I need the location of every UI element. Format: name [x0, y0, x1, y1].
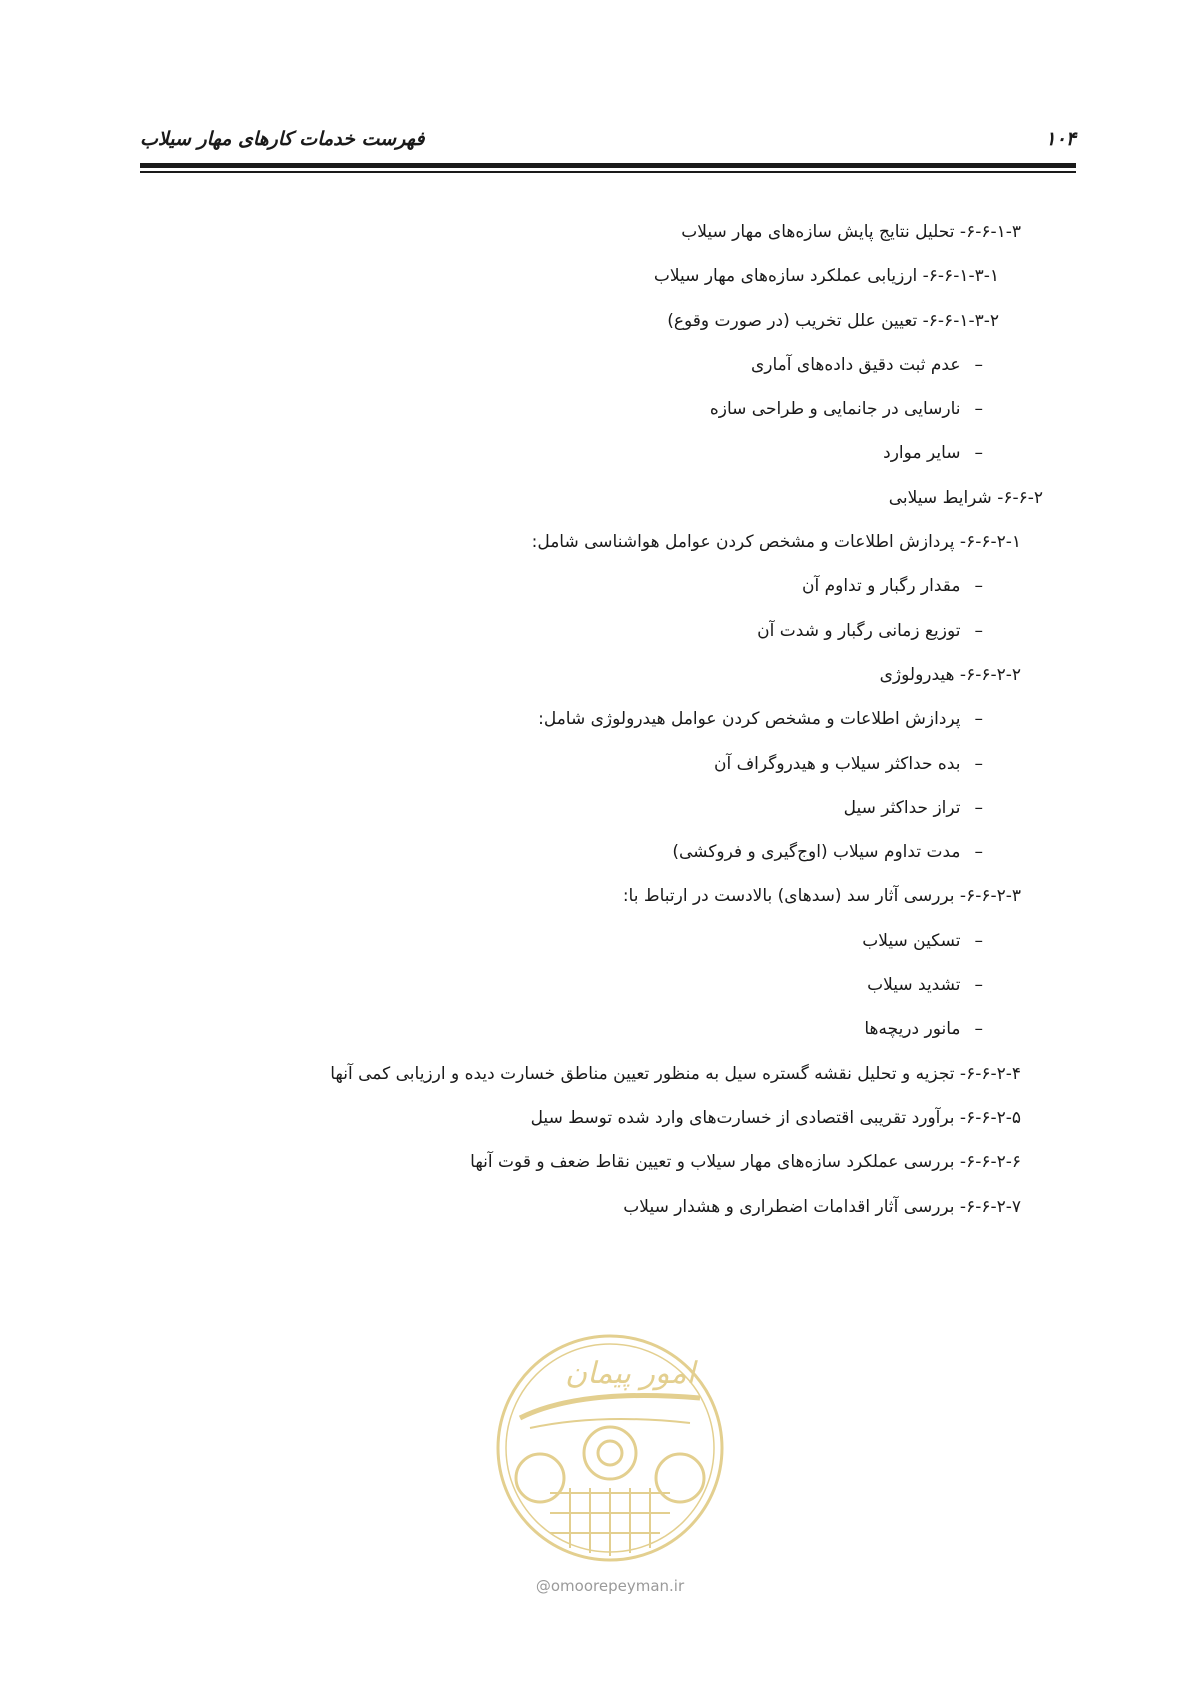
watermark-logo: [490, 1328, 730, 1568]
dash-bullet: –: [974, 399, 983, 420]
svg-text:امور پیمان: امور پیمان: [565, 1356, 695, 1391]
heading-6-6-2: ۶-۶-۲- شرایط سیلابی: [888, 487, 1043, 508]
heading-6-6-1-3-2: ۶-۶-۱-۳-۲- تعیین علل تخریب (در صورت وقوع): [667, 310, 999, 331]
heading-6-6-2-7: ۶-۶-۲-۷- بررسی آثار اقدامات اضطراری و هشدار سیلاب: [623, 1196, 1021, 1217]
dash-bullet: –: [974, 443, 983, 464]
document-body: [121, 210, 1043, 1229]
heading-6-6-2-5: ۶-۶-۲-۵- برآورد تقریبی اقتصادی از خسارت‌های وارد شده توسط سیل: [530, 1107, 1021, 1128]
list-item: –پردازش اطلاعات و مشخص کردن عوامل هیدرولوژی شامل:: [121, 697, 983, 741]
list-item: –مانور دریچه‌ها: [121, 1007, 983, 1051]
dash-bullet: –: [974, 354, 983, 375]
list-item: –عدم ثبت دقیق داده‌های آماری: [121, 343, 983, 387]
dash-bullet: –: [974, 842, 983, 863]
dash-bullet: –: [974, 620, 983, 641]
dash-bullet: –: [974, 930, 983, 951]
list-item: –نارسایی در جانمایی و طراحی سازه: [121, 387, 983, 431]
heading-6-6-2-4: ۶-۶-۲-۴- تجزیه و تحلیل نقشه گستره سیل به منظور تعیین مناطق خسارت دیده و ارزیابی کمی آنها: [330, 1063, 1021, 1084]
header-rule-thick: [140, 163, 1076, 168]
heading-6-6-2-6: ۶-۶-۲-۶- بررسی عملکرد سازه‌های مهار سیلاب و تعیین نقاط ضعف و قوت آنها: [470, 1152, 1021, 1173]
dash-bullet: –: [974, 576, 983, 597]
page-header: [140, 122, 1076, 158]
list-item: –تسکین سیلاب: [121, 919, 983, 963]
list-item: –تراز حداکثر سیل: [121, 786, 983, 830]
heading-6-6-2-1: ۶-۶-۲-۱- پردازش اطلاعات و مشخص کردن عوامل هواشناسی شامل:: [531, 532, 1021, 553]
dash-bullet: –: [974, 797, 983, 818]
header-rule-thin: [140, 171, 1076, 173]
dash-bullet: –: [974, 975, 983, 996]
heading-6-6-1-3-1: ۶-۶-۱-۳-۱- ارزیابی عملکرد سازه‌های مهار سیلاب: [653, 266, 999, 287]
dash-bullet: –: [974, 709, 983, 730]
heading-6-6-2-2: ۶-۶-۲-۲- هیدرولوژی: [879, 664, 1021, 685]
list-item: –توزیع زمانی رگبار و شدت آن: [121, 609, 983, 653]
dash-bullet: –: [974, 753, 983, 774]
list-item: –بده حداکثر سیلاب و هیدروگراف آن: [121, 742, 983, 786]
list-item: –مقدار رگبار و تداوم آن: [121, 564, 983, 608]
page-number: ۱۰۴: [1045, 128, 1076, 150]
heading-6-6-1-3: ۶-۶-۱-۳- تحلیل نتایج پایش سازه‌های مهار سیلاب: [681, 222, 1021, 242]
list-item: –سایر موارد: [121, 431, 983, 475]
dash-bullet: –: [974, 1019, 983, 1040]
list-item: –مدت تداوم سیلاب (اوج‌گیری و فروکشی): [121, 830, 983, 874]
watermark-site: @omoorepeyman.ir: [535, 1577, 685, 1595]
heading-6-6-2-3: ۶-۶-۲-۳- بررسی آثار سد (سدهای) بالادست در ارتباط با:: [622, 886, 1021, 907]
running-title: فهرست خدمات کارهای مهار سیلاب: [140, 128, 425, 150]
list-item: –تشدید سیلاب: [121, 963, 983, 1007]
